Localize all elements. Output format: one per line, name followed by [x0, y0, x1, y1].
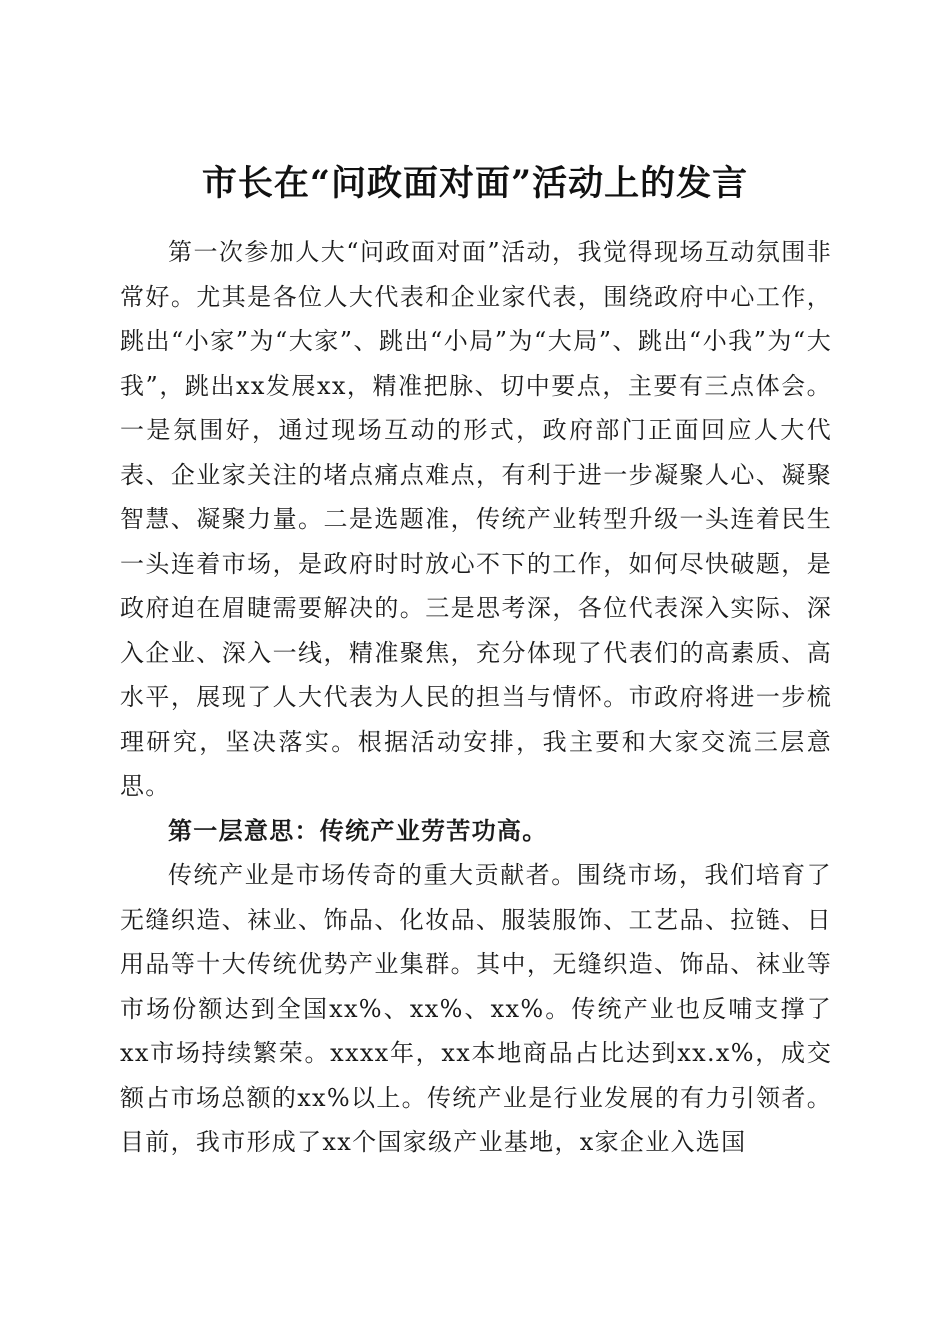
section-heading-first: 第一层意思：传统产业劳苦功高。 [168, 815, 548, 845]
paragraph-traditional-industry: 传统产业是市场传奇的重大贡献者。围绕市场，我们培育了无缝织造、袜业、饰品、化妆品、服装服饰、工艺品、拉链、日用品等十大传统优势产业集群。其中，无缝织造、饰品、袜业等市场份额达到全国xx%、xx%、xx%。传统产业也反哺支撑了xx市场持续繁荣。xxxx年，xx本地商品占比达到xx.x%，成交额占市场总额的xx%以上。传统产业是行业发展的有力引领者。目前，我市形成了xx个国家级产业基地，x家企业入选国 [120, 861, 832, 1156]
document-body [120, 230, 832, 1165]
paragraph-opening: 第一次参加人大“问政面对面”活动，我觉得现场互动氛围非常好。尤其是各位人大代表和企业家代表，围绕政府中心工作，跳出“小家”为“大家”、跳出“小局”为“大局”、跳出“小我”为“大我”，跳出xx发展xx，精准把脉、切中要点，主要有三点体会。一是氛围好，通过现场互动的形式，政府部门正面回应人大代表、企业家关注的堵点痛点难点，有利于进一步凝聚人心、凝聚智慧、凝聚力量。二是选题准，传统产业转型升级一头连着民生一头连着市场，是政府时时放心不下的工作，如何尽快破题，是政府迫在眉睫需要解决的。三是思考深，各位代表深入实际、深入企业、深入一线，精准聚焦，充分体现了代表们的高素质、高水平，展现了人大代表为人民的担当与情怀。市政府将进一步梳理研究，坚决落实。根据活动安排，我主要和大家交流三层意思。 [120, 238, 832, 800]
document-title: 市长在“问政面对面”活动上的发言 [201, 163, 749, 205]
